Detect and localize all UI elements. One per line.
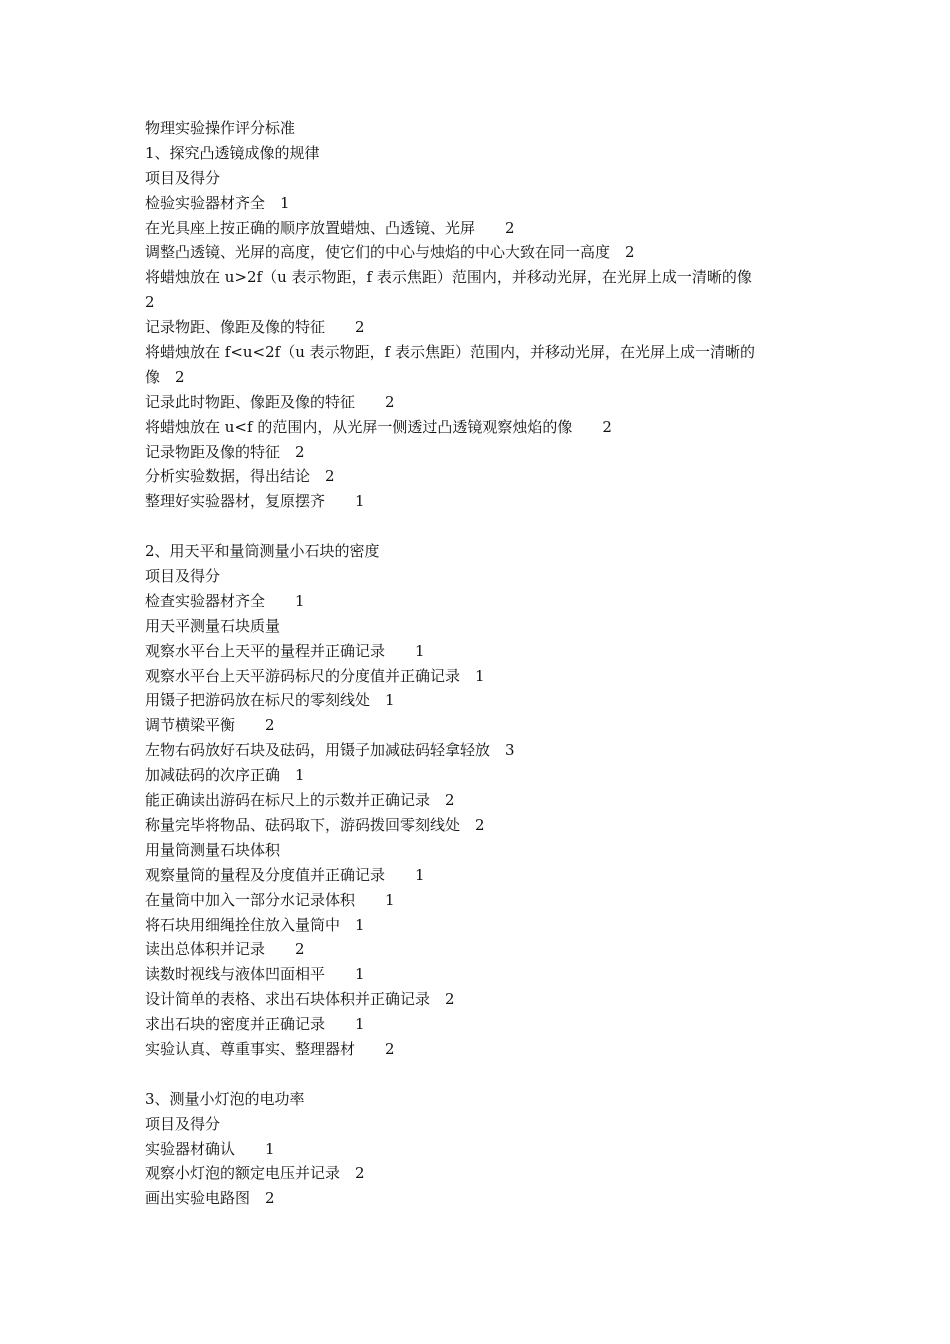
list-item: 实验认真、尊重事实、整理器材 2 xyxy=(145,1039,395,1058)
list-item: 观察量筒的量程及分度值并正确记录 1 xyxy=(145,865,425,884)
list-item: 记录物距及像的特征 2 xyxy=(145,442,305,461)
section-subheading: 项目及得分 xyxy=(145,567,221,586)
list-item: 检验实验器材齐全 1 xyxy=(145,193,290,212)
list-item: 在量筒中加入一部分水记录体积 1 xyxy=(145,890,395,909)
list-item: 设计简单的表格、求出石块体积并正确记录 2 xyxy=(145,990,455,1009)
list-item: 将蜡烛放在 f<u<2f（u 表示物距，f 表示焦距）范围内，并移动光屏，在光屏上成一清晰的 xyxy=(145,343,755,362)
list-item: 将石块用细绳拴住放入量筒中 1 xyxy=(145,915,365,934)
section-heading: 1、探究凸透镜成像的规律 xyxy=(145,143,320,162)
section-lens-imaging xyxy=(145,141,825,514)
document-title: 物理实验操作评分标准 xyxy=(145,119,296,137)
list-item: 将蜡烛放在 u<f 的范围内，从光屏一侧透过凸透镜观察烛焰的像 2 xyxy=(145,417,612,436)
list-item: 左物右码放好石块及砝码，用镊子加减砝码轻拿轻放 3 xyxy=(145,741,515,760)
list-item: 用天平测量石块质量 xyxy=(145,616,281,635)
document-page xyxy=(145,116,825,1211)
list-item: 用量筒测量石块体积 xyxy=(145,840,281,859)
list-item: 像 2 xyxy=(145,367,185,386)
list-item: 观察小灯泡的额定电压并记录 2 xyxy=(145,1164,365,1183)
list-item: 记录此时物距、像距及像的特征 2 xyxy=(145,392,395,411)
section-spacer xyxy=(145,1062,825,1087)
section-heading: 3、测量小灯泡的电功率 xyxy=(145,1089,305,1108)
section-heading: 2、用天平和量筒测量小石块的密度 xyxy=(145,542,380,561)
list-item: 称量完毕将物品、砝码取下，游码拨回零刻线处 2 xyxy=(145,815,485,834)
list-item: 加减砝码的次序正确 1 xyxy=(145,766,305,785)
list-item: 能正确读出游码在标尺上的示数并正确记录 2 xyxy=(145,791,455,810)
list-item: 检查实验器材齐全 1 xyxy=(145,591,305,610)
list-item: 求出石块的密度并正确记录 1 xyxy=(145,1015,365,1034)
section-subheading: 项目及得分 xyxy=(145,1114,221,1133)
section-subheading: 项目及得分 xyxy=(145,168,221,187)
list-item: 分析实验数据，得出结论 2 xyxy=(145,467,335,486)
list-item: 将蜡烛放在 u>2f（u 表示物距，f 表示焦距）范围内，并移动光屏，在光屏上成一清晰的像 xyxy=(145,268,752,287)
list-item: 在光具座上按正确的顺序放置蜡烛、凸透镜、光屏 2 xyxy=(145,218,515,237)
list-item: 用镊子把游码放在标尺的零刻线处 1 xyxy=(145,691,395,710)
list-item: 画出实验电路图 2 xyxy=(145,1189,275,1208)
list-item: 记录物距、像距及像的特征 2 xyxy=(145,318,365,337)
list-item: 读数时视线与液体凹面相平 1 xyxy=(145,965,365,984)
list-item: 调节横梁平衡 2 xyxy=(145,716,275,735)
list-item: 2 xyxy=(145,293,155,312)
list-item: 观察水平台上天平的量程并正确记录 1 xyxy=(145,641,425,660)
list-item: 读出总体积并记录 2 xyxy=(145,940,305,959)
list-item: 调整凸透镜、光屏的高度，使它们的中心与烛焰的中心大致在同一高度 2 xyxy=(145,243,635,262)
list-item: 整理好实验器材，复原摆齐 1 xyxy=(145,492,365,511)
section-stone-density xyxy=(145,539,825,1062)
list-item: 实验器材确认 1 xyxy=(145,1139,275,1158)
section-bulb-power xyxy=(145,1087,825,1211)
list-item: 观察水平台上天平游码标尺的分度值并正确记录 1 xyxy=(145,666,485,685)
section-spacer xyxy=(145,514,825,539)
